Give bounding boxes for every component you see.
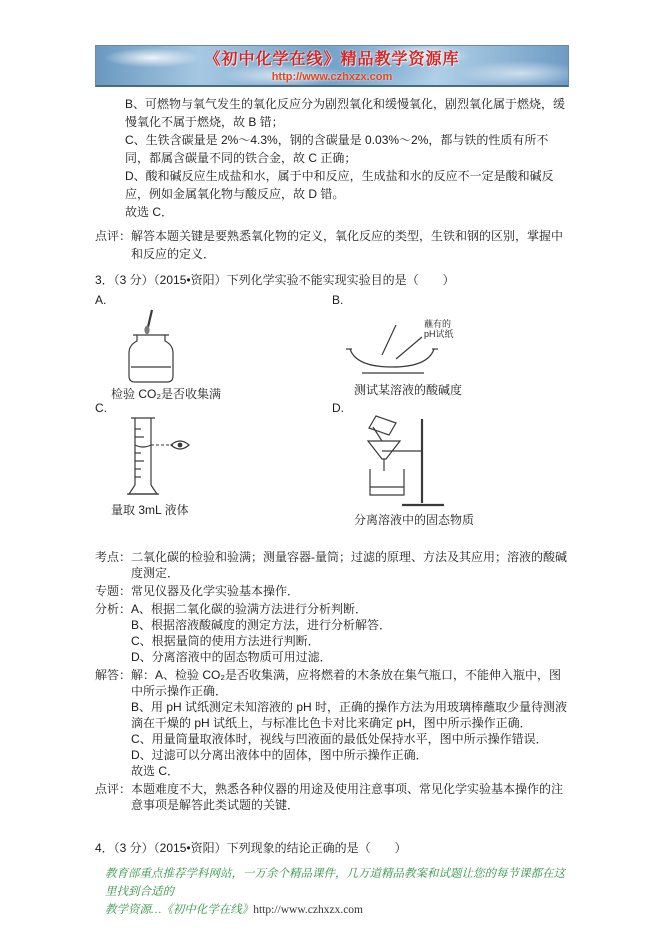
footer-url-link[interactable]: http://www.czhxzx.com [253, 904, 363, 916]
option-a [95, 293, 332, 401]
jieda-line: 解：A、检验 CO₂是否收集满，应将燃着的木条放在集气瓶口，不能伸入瓶中，图中所示操作正确． [131, 668, 561, 698]
option-c [95, 401, 332, 527]
zhuanti-row [95, 583, 569, 599]
footer-line-2-text: 教学资源…《初中化学在线》 [105, 904, 254, 916]
jieda-line: C、用量筒量取液体时，视线与凹液面的最低处保持水平，图中所示操作错误． [131, 732, 548, 746]
ph-paper-annotation-line2: pH试纸 [424, 329, 454, 339]
document-page [95, 45, 569, 919]
fenxi-text [131, 601, 569, 665]
option-a-label: A. [95, 293, 107, 307]
kaodian-row [95, 549, 569, 581]
comment-label: 点评： [95, 229, 132, 243]
jieda-line: 故选 C． [131, 764, 180, 778]
question-3-explanations [95, 549, 569, 813]
zhuanti-label: 专题： [95, 584, 132, 598]
option-b-label: B. [332, 293, 344, 307]
ph-paper-annotation [424, 319, 454, 339]
footer-line-1: 教育部重点推荐学科网站，一万余个精品课件，几万道精品教案和试题让您的每节课都在这里找到合适的 [105, 868, 565, 898]
footer-line-2 [105, 901, 569, 919]
answer-conclusion: 故选 C． [125, 205, 174, 219]
question-3-stem: 3．（3 分）（2015•资阳）下列化学实验不能实现实验目的是（ ） [95, 273, 455, 287]
gas-jar-splint-figure [107, 309, 197, 385]
option-d-caption: 分离溶液中的固态物质 [354, 513, 475, 527]
page-footer [105, 865, 569, 919]
kaodian-text: 二氧化碳的检验和验满；测量容器-量筒；过滤的原理、方法及其应用；溶液的酸碱度测定． [131, 550, 567, 580]
question-4-stem: 4．（3 分）（2015•资阳）下列现象的结论正确的是（ ） [95, 841, 407, 855]
answer-paragraph-c: C、生铁含碳量是 2%～4.3%，钢的含碳量是 0.03%～2%，都与铁的性质有所不同，都属含碳量不同的铁合金，故 C 正确； [125, 133, 549, 165]
answer-paragraph-d: D、酸和碱反应生成盐和水，属于中和反应，生成盐和水的反应不一定是酸和碱反应，例如金属氧化物与酸反应，故 D 错。 [125, 169, 554, 201]
comment-row [95, 227, 569, 263]
comment-text: 解答本题关键是要熟悉氧化物的定义，氧化反应的类型，生铁和钢的区别，掌握中和反应的定义． [131, 229, 564, 261]
document-body [95, 95, 569, 919]
option-c-caption: 量取 3mL 液体 [111, 503, 189, 517]
graduated-cylinder-eye-figure [111, 415, 201, 501]
jieda-label: 解答： [95, 668, 132, 682]
jieda-row [95, 667, 569, 779]
option-c-label: C. [95, 401, 107, 415]
fenxi-line: D、分离溶液中的固态物质可用过滤． [131, 650, 332, 664]
dianping-text: 本题难度不大，熟悉各种仪器的用途及使用注意事项、常见化学实验基本操作的注意事项是解答此类试题的关键． [131, 782, 564, 812]
site-banner [95, 45, 569, 87]
site-title: 《初中化学在线》精品教学资源库 [204, 51, 460, 68]
fenxi-line: C、根据量筒的使用方法进行判断． [131, 634, 320, 648]
zhuanti-text: 常见仪器及化学实验基本操作． [131, 584, 300, 598]
option-d-label: D. [332, 401, 344, 415]
dianping-label: 点评： [95, 782, 132, 796]
option-a-caption: 检验 CO₂是否收集满 [111, 387, 221, 401]
dianping-row [95, 781, 569, 813]
site-url-link[interactable]: http://www.czhxzx.com [271, 71, 393, 83]
option-b [332, 293, 569, 401]
option-b-caption: 测试某溶液的酸碱度 [354, 383, 463, 397]
filtration-setup-figure [342, 415, 446, 511]
kaodian-label: 考点： [95, 550, 132, 564]
jieda-line: D、过滤可以分离出液体中的固体，图中所示操作正确． [131, 748, 428, 762]
option-d [332, 401, 569, 527]
fenxi-row [95, 601, 569, 665]
fenxi-line: A、根据二氧化碳的验满方法进行分析判断． [131, 602, 368, 616]
question-3-options [95, 293, 569, 527]
jieda-text [131, 667, 569, 779]
ph-paper-annotation-line1: 蘸有的 [424, 319, 452, 329]
answer-paragraph-b: B、可燃物与氧气发生的氧化反应分为剧烈氧化和缓慢氧化，剧烈氧化属于燃烧，缓慢氧化不属于燃烧，故 B 错； [125, 97, 566, 129]
fenxi-label: 分析： [95, 602, 132, 616]
fenxi-line: B、根据溶液酸碱度的测定方法，进行分析解答． [131, 618, 392, 632]
jieda-line: B、用 pH 试纸测定未知溶液的 pH 时，正确的操作方法为用玻璃棒蘸取少量待测液滴在干燥的 pH 试纸上，与标准比色卡对比来确定 pH，图中所示操作正确． [131, 700, 568, 730]
